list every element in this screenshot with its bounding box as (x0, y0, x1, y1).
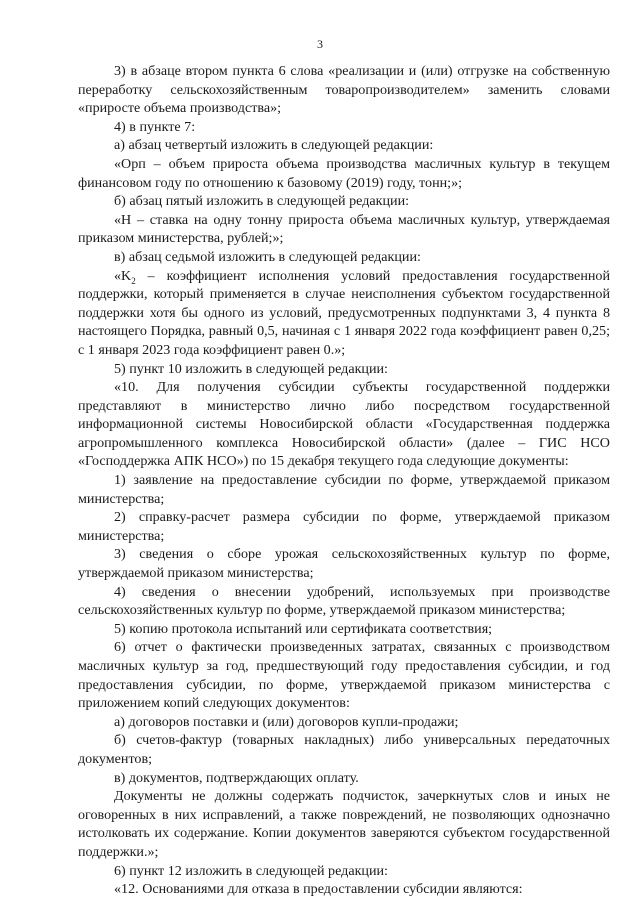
paragraph: а) договоров поставки и (или) договоров купли-продажи; (114, 713, 459, 730)
paragraph-k2-definition: «$K_2$ – коэффициент исполнения условий предоставления государственной поддержки, который применяется в случае неисполнения субъектом государственной поддержки хотя бы одного из условий, предусмотренных подпунктами 3, 4 пункта 8 настоящего Порядка, равный 0,5, начиная с 1 января 2022 года коэффициент равен 0,25; с 1 января 2023 года коэффициент равен 0.»; (78, 267, 610, 358)
paragraph: в) документов, подтверждающих оплату. (114, 769, 359, 786)
paragraph: «10. Для получения субсидии субъекты государственной поддержки представляют в министерство лично либо посредством государственной информационной системы Новосибирской области «Государственная поддержка агропромышленного комплекса Новосибирской области» (далее – ГИС НСО «Господдержка АПК НСО») по 15 декабря текущего года следующие документы: (78, 379, 610, 470)
paragraph: 6) отчет о фактически произведенных затратах, связанных с производством масличных культур за год, предшествующий году предоставления субсидии, и год предоставления субсидии, по форме, утверждаемой приказом министерства с приложением копий следующих документов: (78, 639, 610, 712)
paragraph: 4) сведения о внесении удобрений, используемых при производстве сельскохозяйственных культур по форме, утверждаемой приказом министерства; (78, 583, 610, 619)
paragraph: 6) пункт 12 изложить в следующей редакции: (114, 862, 388, 879)
paragraph: 5) пункт 10 изложить в следующей редакции: (114, 360, 388, 377)
paragraph: 5) копию протокола испытаний или сертификата соответствия; (114, 620, 493, 637)
paragraph: б) абзац пятый изложить в следующей редакции: (114, 193, 410, 210)
paragraph: а) абзац четвертый изложить в следующей редакции: (114, 137, 434, 154)
paragraph: 4) в пункте 7: (114, 118, 196, 135)
paragraph: 1) заявление на предоставление субсидии по форме, утверждаемой приказом министерства; (78, 472, 610, 507)
paragraph: «12. Основаниями для отказа в предоставлении субсидии являются: (114, 881, 523, 898)
paragraph: в) абзац седьмой изложить в следующей редакции: (114, 248, 421, 265)
paragraph: «Н – ставка на одну тонну прироста объема масличных культур, утверждаемая приказом министерства, рублей;»; (78, 211, 610, 247)
paragraph: б) счетов-фактур (товарных накладных) либо универсальных передаточных документов; (78, 732, 610, 767)
paragraph: 3) в абзаце втором пункта 6 слова «реализации и (или) отгрузке на собственную переработку сельскохозяйственным товаропроизводителем» заменить словами «приросте объема производства»; (78, 63, 610, 117)
document-body (78, 62, 610, 899)
page-number: 3 (317, 37, 323, 51)
paragraph: «Орп – объем прироста объема производства масличных культур в текущем финансовом году по отношению к базовому (2019) году, тонн;»; (78, 155, 610, 191)
paragraph: 3) сведения о сборе урожая сельскохозяйственных культур по форме, утверждаемой приказом министерства; (78, 546, 610, 582)
paragraph: Документы не должны содержать подчисток, зачеркнутых слов и иных не оговоренных в них исправлений, а также повреждений, не позволяющих однозначно истолковать их содержание. Копии документов заверяются субъектом государственной поддержки.»; (78, 788, 610, 860)
paragraph: 2) справку-расчет размера субсидии по форме, утверждаемой приказом министерства; (78, 509, 610, 544)
